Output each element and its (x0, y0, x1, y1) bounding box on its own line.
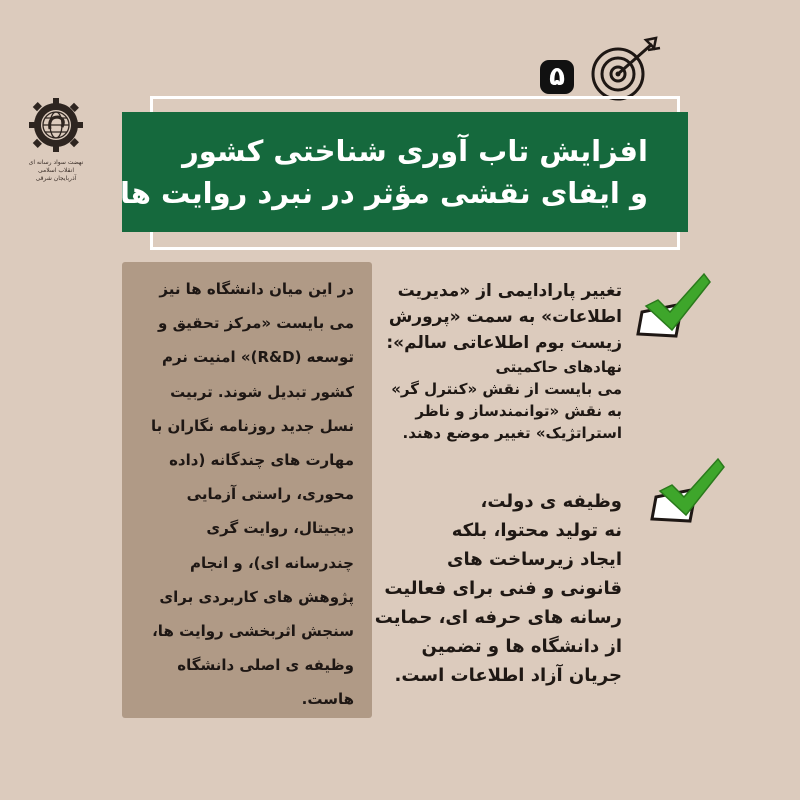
panel-line: هاست. (301, 690, 354, 709)
point-line: استراتژیک» تغییر موضع دهند. (402, 424, 622, 442)
logo-caption-line: آذربایجان شرقی (35, 175, 77, 182)
page-title (119, 130, 648, 214)
paradigm-shift-point (382, 278, 622, 444)
logo-caption (20, 159, 92, 183)
point-line: ایجاد زیرساخت های (447, 549, 622, 570)
panel-line: محوری، راستی آزمایی (186, 485, 354, 504)
panel-line: مهارت های چندگانه (داده (169, 451, 354, 470)
green-check-icon (636, 270, 720, 340)
step-number-badge: ۵ (540, 60, 574, 94)
title-banner (119, 112, 688, 232)
point-line: از دانشگاه ها و تضمین (421, 636, 622, 657)
point-line: نهادهای حاکمیتی (495, 358, 622, 376)
point-line: می بایست از نقش «کنترل گر» (391, 380, 622, 398)
panel-line: می بایست «مرکز تحقیق و (158, 314, 354, 333)
page-title-line: و ایفای نقشی مؤثر در نبرد روایت ها (119, 176, 648, 210)
panel-line: کشور تبدیل شوند. تربیت (170, 382, 354, 401)
point-line: تغییر پارادایمی از «مدیریت (397, 281, 622, 301)
point-line: جریان آزاد اطلاعات است. (394, 665, 622, 686)
panel-text (129, 272, 354, 717)
point-line: اطلاعات» به سمت «پرورش (388, 307, 622, 327)
logo-caption-line: نهضت سواد رسانه ای انقلاب اسلامی (28, 159, 84, 174)
point-line: نه تولید محتوا، بلکه (451, 520, 622, 541)
point-line: وظیفه ی دولت، (480, 491, 622, 512)
gear-globe-logo-icon (20, 95, 92, 157)
panel-line: دیجیتال، روایت گری (206, 519, 354, 538)
point-line: به نقش «توانمندساز و ناظر (415, 402, 622, 420)
panel-line: چندرسانه ای)، و انجام (190, 553, 354, 572)
point-line: رسانه های حرفه ای، حمایت (374, 607, 622, 628)
government-duty-point (322, 487, 622, 690)
point-line: قانونی و فنی برای فعالیت (384, 578, 622, 599)
green-check-icon (650, 455, 734, 525)
panel-line: سنجش اثربخشی روایت ها، (152, 622, 354, 641)
panel-line: وظیفه ی اصلی دانشگاه (177, 656, 354, 675)
panel-line: در این میان دانشگاه ها نیز (159, 280, 354, 298)
point-line: زیست بوم اطلاعاتی سالم»: (386, 333, 622, 353)
panel-line: توسعه (R&D)» امنیت نرم (161, 348, 354, 367)
organization-logo (20, 95, 92, 185)
panel-line: نسل جدید روزنامه نگاران با (150, 416, 354, 435)
page-title-line: افزایش تاب آوری شناختی کشور (182, 134, 648, 168)
panel-line: پژوهش های کاربردی برای (159, 587, 354, 606)
